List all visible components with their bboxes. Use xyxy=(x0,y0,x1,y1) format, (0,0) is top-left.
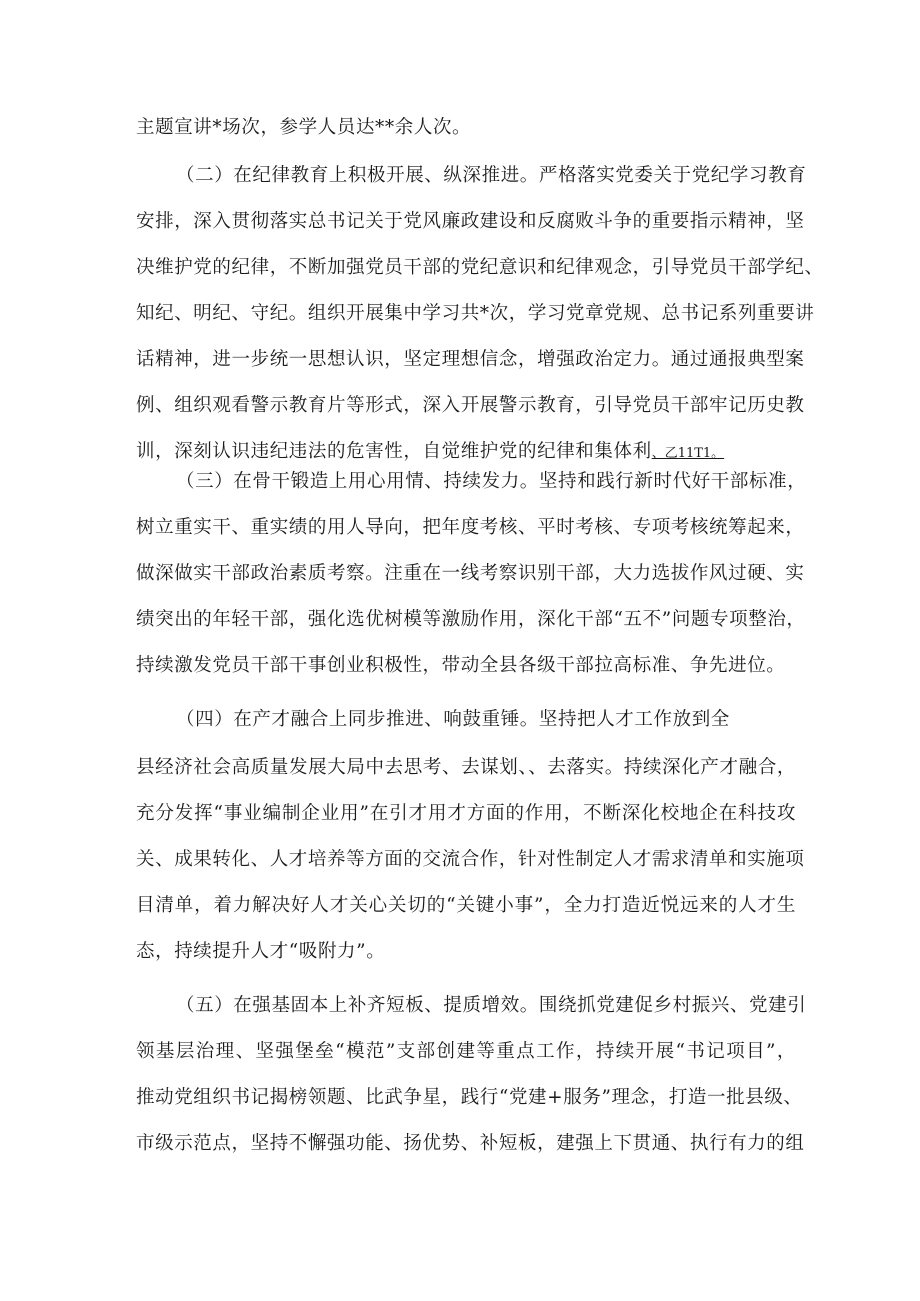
paragraph-5-line-1: （五）在强基固本上补齐短板、提质增效。围绕抓党建促乡村振兴、党建引 xyxy=(176,995,807,1016)
text-line-1: 主题宣讲*场次，参学人员达**余人次。 xyxy=(136,117,472,138)
paragraph-3-line-4: 绩突出的年轻干部，强化选优树模等激励作用，深化干部“五不”问题专项整治， xyxy=(136,609,806,630)
garbled-tail: 、乙11T1。 xyxy=(651,446,725,461)
paragraph-2-line-5: 话精神，进一步统一思想认识，坚定理想信念，增强政治定力。通过通报典型案 xyxy=(136,349,805,370)
paragraph-2-line-4: 知纪、明纪、守纪。组织开展集中学习共*次，学习党章党规、总书记系列重要讲 xyxy=(136,303,815,324)
paragraph-3-line-2: 树立重实干、重实绩的用人导向，把年度考核、平时考核、专项考核统筹起来， xyxy=(136,517,805,538)
paragraph-3-line-1: （三）在骨干锻造上用心用情、持续发力。坚持和践行新时代好干部标准， xyxy=(176,471,807,492)
paragraph-3-line-5: 持续激发党员干部干事创业积极性，带动全县各级干部拉高标准、争先进位。 xyxy=(136,655,786,676)
paragraph-2-line-6: 例、组织观看警示教育片等形式，深入开展警示教育，引导党员干部牢记历史教 xyxy=(136,395,805,416)
paragraph-2-line-1: （二）在纪律教育上积极开展、纵深推进。严格落实党委关于党纪学习教育 xyxy=(176,165,807,186)
paragraph-5-line-4: 市级示范点，坚持不懈强功能、扬优势、补短板，建强上下贯通、执行有力的组 xyxy=(136,1133,805,1154)
paragraph-3-line-3: 做深做实干部政治素质考察。注重在一线考察识别干部，大力选拔作风过硬、实 xyxy=(136,563,805,584)
paragraph-2-line-7 xyxy=(136,440,796,466)
paragraph-2-line-2: 安排，深入贯彻落实总书记关于党风廉政建设和反腐败斗争的重要指示精神，坚 xyxy=(136,211,805,232)
paragraph-4-line-3: 充分发挥“事业编制企业用”在引才用才方面的作用，不断深化校地企在科技攻 xyxy=(136,803,796,824)
paragraph-5-line-3: 推动党组织书记揭榜领题、比武争星，践行“党建+服务”理念，打造一批县级、 xyxy=(136,1087,803,1108)
paragraph-4-line-1: （四）在产才融合上同步推进、响鼓重锤。坚持把人才工作放到全 xyxy=(176,709,730,730)
paragraph-4-line-2: 县经济社会高质量发展大局中去思考、去谋划、、去落实。持续深化产才融合， xyxy=(136,757,796,778)
paragraph-4-line-4: 关、成果转化、人才培养等方面的交流合作，针对性制定人才需求清单和实施项 xyxy=(136,849,805,870)
paragraph-4-line-6: 态，持续提升人才“吸附力”。 xyxy=(136,941,386,962)
paragraph-4-line-5: 目清单，着力解决好人才关心关切的“关键小事”，全力打造近悦远来的人才生 xyxy=(136,895,796,916)
paragraph-2-line-3: 决维护党的纪律，不断加强党员干部的党纪意识和纪律观念，引导党员干部学纪、 xyxy=(136,257,824,278)
paragraph-5-line-2: 领基层治理、坚强堡垒“模范”支部创建等重点工作，持续开展“书记项目”， xyxy=(136,1041,796,1062)
paragraph-2-line-7-text: 训，深刻认识违纪违法的危害性，自觉维护党的纪律和集体利 xyxy=(136,441,652,462)
